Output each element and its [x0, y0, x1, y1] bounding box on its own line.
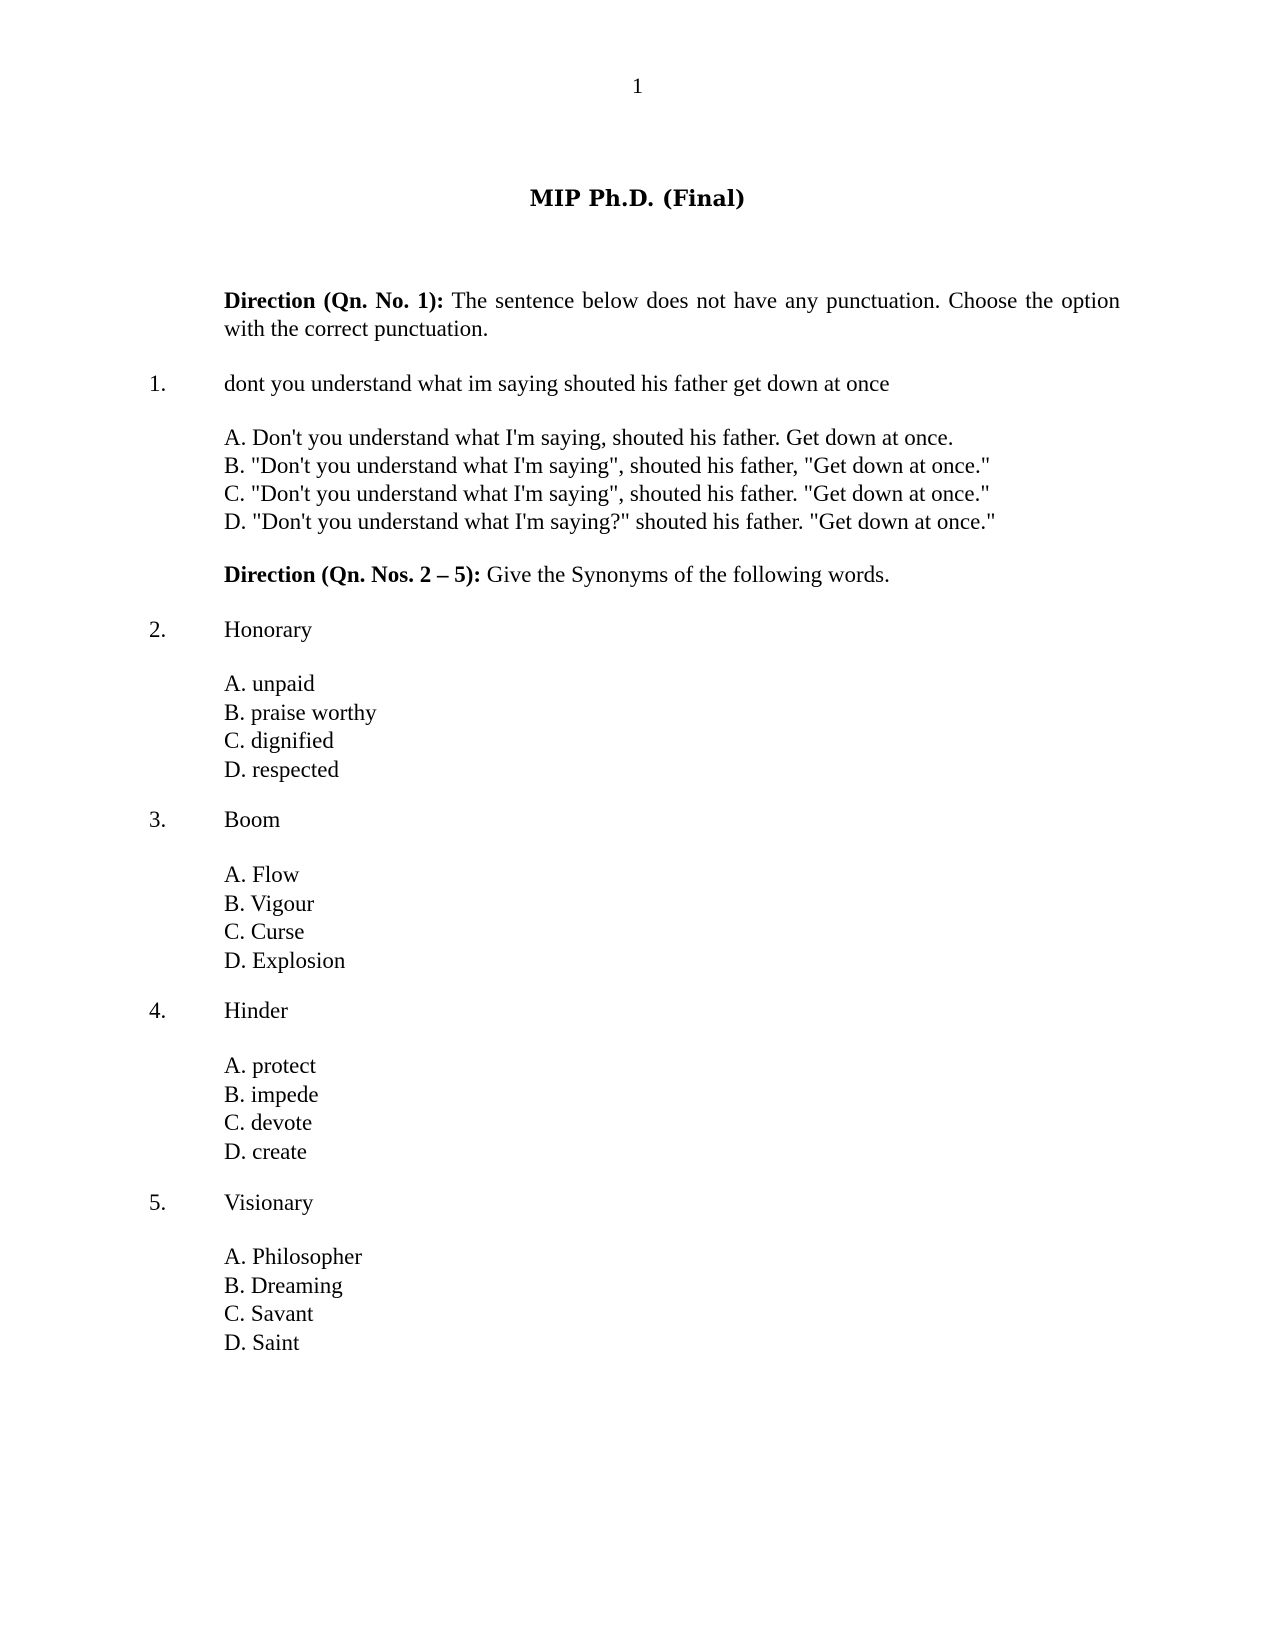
option-b: B. "Don't you understand what I'm saying", shouted his father, "Get down at once." — [224, 453, 991, 478]
question-number: 5. — [149, 1190, 167, 1215]
options-list-q1 — [224, 424, 995, 536]
question-text: Visionary — [224, 1190, 314, 1215]
question-number: 3. — [149, 807, 167, 832]
option-d: D. Explosion — [224, 947, 346, 973]
option-a: A. Philosopher — [224, 1244, 362, 1269]
option-c: C. devote — [224, 1110, 313, 1135]
option-d: D. create — [224, 1138, 307, 1164]
options-list-q5 — [224, 1243, 362, 1357]
question-number: 1. — [149, 371, 167, 396]
question-number: 2. — [149, 617, 167, 642]
option-b: B. impede — [224, 1081, 319, 1107]
option-d: D. respected — [224, 756, 339, 782]
option-d: D. Saint — [224, 1329, 300, 1355]
option-d: D. "Don't you understand what I'm saying?" shouted his father. "Get down at once." — [224, 509, 996, 534]
options-list-q4 — [224, 1052, 319, 1166]
option-a: A. protect — [224, 1053, 316, 1078]
page-number: 1 — [632, 73, 643, 98]
option-a: A. unpaid — [224, 671, 315, 696]
direction-text: The sentence below does not have any punctuation. Choose the option with the correct punctuation. — [224, 288, 1120, 341]
direction-text: Give the Synonyms of the following words. — [481, 562, 890, 587]
option-c: C. dignified — [224, 728, 334, 753]
question-text: Boom — [224, 807, 281, 832]
option-b: B. Vigour — [224, 890, 315, 916]
option-b: B. praise worthy — [224, 699, 377, 725]
option-a: A. Flow — [224, 862, 300, 887]
question-text: Honorary — [224, 617, 313, 642]
option-c: C. Curse — [224, 919, 305, 944]
question-text: Hinder — [224, 998, 288, 1023]
options-list-q2 — [224, 670, 377, 784]
direction-q2-5 — [224, 561, 1120, 589]
question-number: 4. — [149, 998, 167, 1023]
option-c: C. Savant — [224, 1301, 314, 1326]
option-a: A. Don't you understand what I'm saying, shouted his father. Get down at once. — [224, 425, 954, 450]
direction-label: Direction (Qn. Nos. 2 – 5): — [224, 562, 482, 587]
document-title: MIP Ph.D. (Final) — [529, 186, 746, 212]
option-b: B. Dreaming — [224, 1272, 343, 1298]
direction-label: Direction (Qn. No. 1): — [224, 288, 445, 313]
direction-q1 — [224, 287, 1120, 342]
option-c: C. "Don't you understand what I'm saying", shouted his father. "Get down at once." — [224, 481, 990, 506]
question-text: dont you understand what im saying shouted his father get down at once — [224, 371, 890, 396]
options-list-q3 — [224, 861, 345, 975]
